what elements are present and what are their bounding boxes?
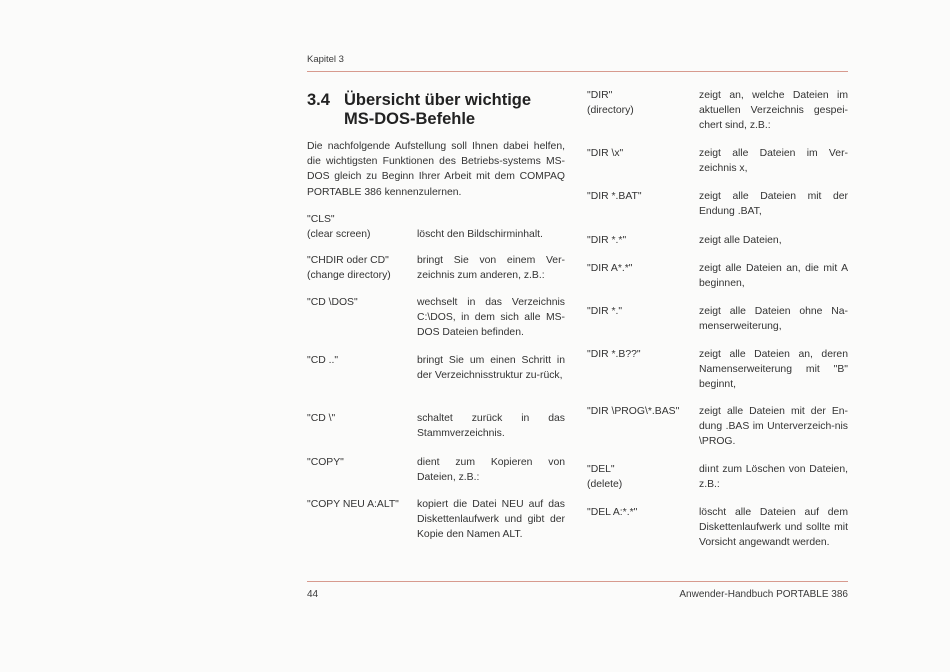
command-dir-b: "DIR *.B??" xyxy=(587,349,641,360)
page-number: 44 xyxy=(307,589,319,600)
section-number: 3.4 xyxy=(307,91,330,109)
desc-chdir: bringt Sie von einem Ver-zeichnis zum anderen, z.B.: xyxy=(417,255,565,282)
command-dir-x: "DIR \x" xyxy=(587,148,624,159)
desc-dir-bat: zeigt alle Dateien mit der Endung .BAT, xyxy=(699,191,848,218)
desc-dir-x: zeigt alle Dateien im Ver-zeichnis x, xyxy=(699,148,848,175)
command-chdir: "CHDIR oder CD" (change directory) xyxy=(307,255,391,282)
command-copy: "COPY" xyxy=(307,457,344,468)
command-cls: "CLS" (clear screen) xyxy=(307,214,371,241)
desc-dir: zeigt an, welche Dateien im aktuellen Verzeichnis gespei-chert sind, z.B.: xyxy=(699,90,848,132)
running-head: Kapitel 3 xyxy=(307,54,344,65)
command-del: "DEL" (delete) xyxy=(587,464,623,491)
desc-dir-b: zeigt alle Dateien an, deren Namenserweiterung mit "B" beginnt, xyxy=(699,349,848,391)
command-dir-noext: "DIR *." xyxy=(587,306,623,317)
desc-cd-dos: wechselt in das Verzeichnis C:\DOS, in dem sich alle MS-DOS Dateien befinden. xyxy=(417,297,565,339)
desc-copy-neu: kopiert die Datei NEU auf das Diskettenlaufwerk und gibt der Kopie den Namen ALT. xyxy=(417,499,565,541)
command-cd-up: "CD .." xyxy=(307,355,339,366)
desc-del: diınt zum Löschen von Dateien, z.B.: xyxy=(699,464,848,491)
command-dir: "DIR" (directory) xyxy=(587,90,634,117)
book-title: Anwender-Handbuch PORTABLE 386 xyxy=(679,589,848,600)
section-heading xyxy=(307,91,531,129)
desc-dir-noext: zeigt alle Dateien ohne Na-menserweiterung, xyxy=(699,306,848,333)
desc-dir-a: zeigt alle Dateien an, die mit A beginnen, xyxy=(699,263,848,290)
command-copy-neu: "COPY NEU A:ALT" xyxy=(307,499,399,510)
command-del-a: "DEL A:*.*" xyxy=(587,507,638,518)
command-cd-root: "CD \" xyxy=(307,413,336,424)
section-title-line1: Übersicht über wichtige xyxy=(344,91,532,109)
command-dir-prog: "DIR \PROG\*.BAS" xyxy=(587,406,680,417)
intro-paragraph: Die nachfolgende Aufstellung soll Ihnen dabei helfen, die wichtigsten Funktionen des Betriebs-systems MS-DOS gleich zu Beginn Ihrer Arbeit mit dem COMPAQ PORTABLE 386 kennenzulernen. xyxy=(307,141,565,198)
header-rule xyxy=(307,71,848,72)
desc-cd-root: schaltet zurück in das Stammverzeichnis. xyxy=(417,413,565,440)
desc-cls: löscht den Bildschirminhalt. xyxy=(417,229,543,240)
desc-cd-up: bringt Sie um einen Schritt in der Verzeichnisstruktur zu-rück, xyxy=(417,355,565,382)
command-dir-all: "DIR *.*" xyxy=(587,235,627,246)
footer-rule xyxy=(307,581,848,582)
desc-copy: dient zum Kopieren von Dateien, z.B.: xyxy=(417,457,565,484)
desc-dir-all: zeigt alle Dateien, xyxy=(699,235,782,246)
command-cd-dos: "CD \DOS" xyxy=(307,297,358,308)
desc-dir-prog: zeigt alle Dateien mit der En-dung .BAS im Unterverzeich-nis \PROG. xyxy=(699,406,848,448)
desc-del-a: löscht alle Dateien auf dem Diskettenlaufwerk und sollte mit Vorsicht angewandt werden. xyxy=(699,507,848,549)
command-dir-a: "DIR A*.*" xyxy=(587,263,633,274)
section-title-line2: MS-DOS-Befehle xyxy=(344,110,476,128)
command-dir-bat: "DIR *.BAT" xyxy=(587,191,642,202)
